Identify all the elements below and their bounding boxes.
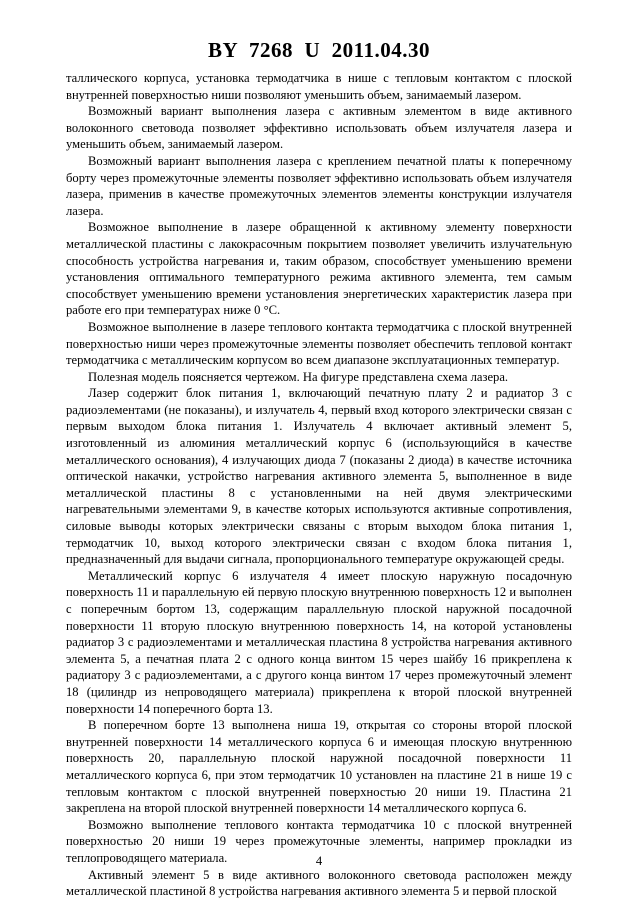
paragraph: Возможное выполнение в лазере обращенной к активному элементу поверхности металлической пластины с лакокрасочным покрытием позволяет увеличить излучательную способность устройства нагревания и, таким образом, способствует уменьшению времени установления оптимального температурного режима активного элемента, тем самым способствует уменьшению времени установления энергетических характеристик лазера при работе его при температурах ниже 0 °С.: [66, 220, 572, 318]
paragraph: Активный элемент 5 в виде активного волоконного световода расположен между металлической пластиной 8 устройства нагревания активного элемента 5 и первой плоской: [66, 867, 572, 899]
paragraph: Лазер содержит блок питания 1, включающий печатную плату 2 и радиатор 3 с радиоэлементами (не показаны), и излучатель 4, первый вход которого электрически связан с первым выходом блока питания 1. Излучатель 4 включает активный элемент 5, изготовленный из алюминия металлический корпус 6 (использующийся в качестве металлического основания), 4 излучающих диода 7 (показаны 2 диода) в качестве источника оптической накачки, устройство нагревания активного элемента 5, выполненное в виде металлической пластины 8 с установленными на ней двумя электрическими нагревательными элементами 9, в качестве которых используются активные сопротивления, силовые выводы которых электрически связаны с вторым выходом блока питания 1, термодатчик 10, выход которого электрически связан с входом блока питания 1, предназначенный для выдачи сигнала, пропорционального температуре окружающей среды.: [66, 386, 572, 567]
document-body: [66, 70, 572, 900]
paragraph: В поперечном борте 13 выполнена ниша 19, открытая со стороны второй плоской внутренней поверхности 14 металлического корпуса 6 и имеющая плоскую внутреннюю поверхность 20, параллельную плоской наружной посадочной поверхности 11 металлического корпуса 6, при этом термодатчик 10 установлен на пластине 21 в нише 19 с тепловым контактом с плоской внутренней поверхностью 20 ниши 19. Пластина 21 закреплена на второй плоской внутренней поверхности 14 металлического корпуса 6.: [66, 718, 572, 816]
paragraph: Полезная модель поясняется чертежом. На фигуре представлена схема лазера.: [88, 369, 509, 384]
paragraph: Возможный вариант выполнения лазера с креплением печатной платы к поперечному борту через промежуточные элементы позволяет эффективно использовать объем излучателя лазера, применив в качестве промежуточных элементов элементы конструкции излучателя лазера.: [66, 153, 572, 218]
paragraph: Металлический корпус 6 излучателя 4 имеет плоскую наружную посадочную поверхность 11 и параллельную ей первую плоскую внутреннюю поверхность 12 и выполнен с поперечным бортом 13, содержащим параллельную плоской наружной посадочной поверхности 11 вторую плоскую внутреннюю поверхность 14, на которой установлены радиатор 3 с радиоэлементами и металлическая пластина 8 устройства нагревания активного элемента 5, а печатная плата 2 с одного конца винтом 15 через шайбу 16 прикреплена к радиатору 3 с радиоэлементами, а с другого конца винтом 17 через промежуточный элемент 18 (цилиндр из непроводящего материала) прикреплена к второй плоской внутренней поверхности 14 поперечного борта 13.: [66, 568, 572, 716]
paragraph: Возможное выполнение в лазере теплового контакта термодатчика с плоской внутренней поверхностью ниши через промежуточные элементы позволяет обеспечить тепловой контакт термодатчика с металлическим корпусом во всем диапазоне эксплуатационных температур.: [66, 319, 572, 368]
patent-header: BY 7268 U 2011.04.30: [208, 38, 430, 62]
paragraph: Возможно выполнение теплового контакта термодатчика 10 с плоской внутренней поверхностью 20 ниши 19 через промежуточные элементы, например прокладки из теплопроводящего материала.: [66, 817, 572, 865]
paragraph-continuation: таллического корпуса, установка термодатчика в нише с тепловым контактом с плоской внутренней поверхностью ниши позволяют уменьшить объем, занимаемый лазером.: [66, 71, 572, 102]
page-number: 4: [315, 854, 323, 868]
paragraph: Возможный вариант выполнения лазера с активным элементом в виде активного волоконного световода позволяет эффективно использовать объем излучателя лазера и уменьшить объем, занимаемый лазером.: [66, 104, 572, 152]
